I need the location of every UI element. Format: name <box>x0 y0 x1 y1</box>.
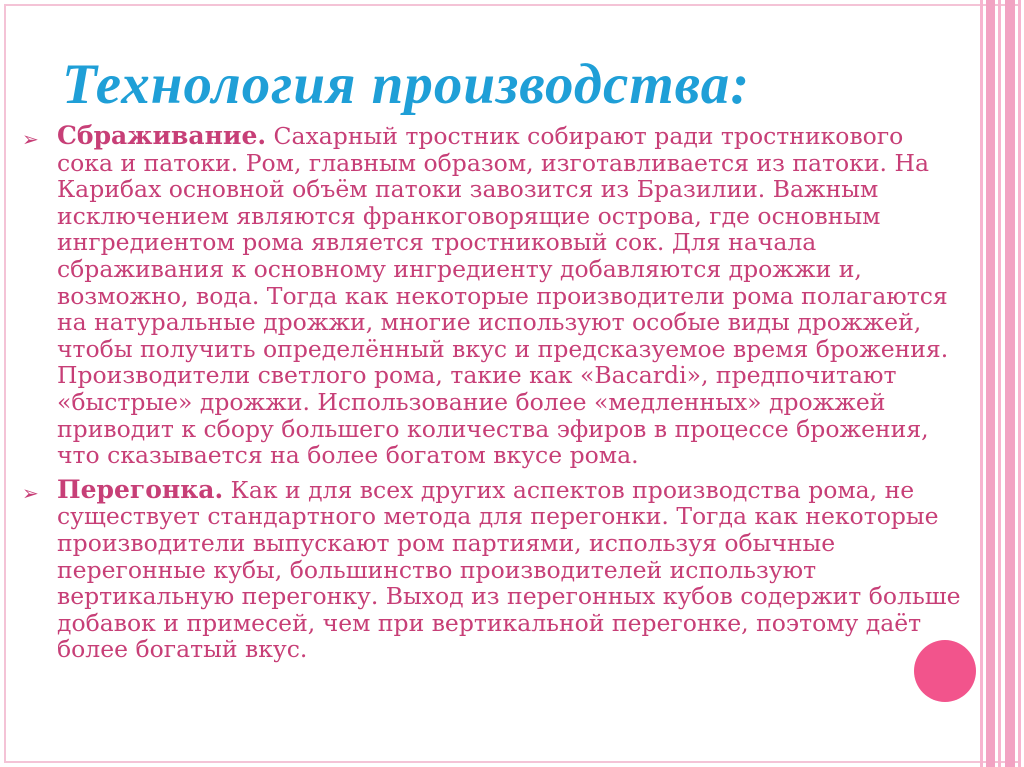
chevron-right-icon: ➢ <box>22 127 39 151</box>
bullet-lead: Перегонка. <box>57 474 224 504</box>
decorative-circle <box>914 640 976 702</box>
decorative-stripe <box>1005 0 1015 767</box>
slide-title: Технология производства: <box>62 53 751 116</box>
decorative-stripe <box>1018 0 1021 767</box>
slide-content <box>22 123 962 671</box>
decorative-stripe <box>986 0 995 767</box>
bullet-lead: Сбраживание. <box>57 121 267 150</box>
decorative-stripe <box>980 0 983 767</box>
bullet-text: Сахарный тростник собирают ради тростникового сока и патоки. Ром, главным образом, изготавливается из патоки. На Карибах основной объём патоки завозится из Бразилии. Важным исключением являются франкоговорящие острова, где основным ингредиентом рома является тростниковый сок. Для начала сбраживания к основному ингредиенту добавляются дрожжи и, возможно, вода. Тогда как некоторые производители рома полагаются на натуральные дрожжи, многие используют особые виды дрожжей, чтобы получить определённый вкус и предсказуемое время брожения. Производители светлого рома, такие как «Bacardi», предпочитают «быстрые» дрожжи. Использование более «медленных» дрожжей приводит к сбору большего количества эфиров в процессе брожения, что сказывается на более богатом вкусе рома. <box>57 122 949 470</box>
bullet-item-fermentation <box>22 123 962 469</box>
decorative-stripe <box>998 0 1001 767</box>
chevron-right-icon: ➢ <box>22 480 39 505</box>
bullet-text: Как и для всех других аспектов производства рома, не существует стандартного метода для перегонки. Тогда как некоторые производители выпускают ром партиями, используя обычные перегонные кубы, большинство производителей используют вертикальную перегонку. Выход из перегонных кубов содержит больше добавок и примесей, чем при вертикальной перегонке, поэтому даёт более богатый вкус. <box>57 475 961 664</box>
bullet-item-distillation <box>22 474 962 664</box>
